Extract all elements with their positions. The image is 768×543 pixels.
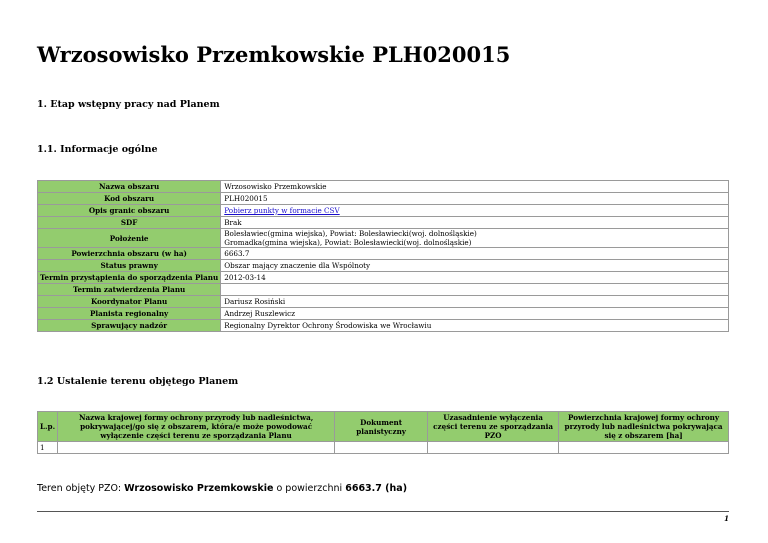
terrain-summary [37, 483, 407, 494]
info-row [38, 248, 729, 260]
location-line: Bolesławiec(gmina wiejska), Powiat: Bolesławiecki(woj. dolnośląskie) [224, 229, 477, 238]
footer-divider [37, 511, 729, 512]
section-heading-1-1: 1.1. Informacje ogólne [37, 144, 158, 155]
header-reason: Uzasadnienie wyłączenia części terenu ze sporządzania PZO [428, 412, 559, 442]
header-lp: L.p. [38, 412, 58, 442]
info-label: Powierzchnia obszaru (w ha) [38, 248, 221, 260]
info-value: 2012-03-14 [221, 272, 729, 284]
info-row [38, 229, 729, 248]
header-name: Nazwa krajowej formy ochrony przyrody lub nadleśnictwa, pokrywającej/go się z obszarem, która/e może powodować wyłączenie części terenu ze sporządzania Planu [58, 412, 335, 442]
summary-name: Wrzosowisko Przemkowskie [124, 483, 274, 494]
info-label: Położenie [38, 229, 221, 248]
info-row [38, 320, 729, 332]
info-row [38, 181, 729, 193]
info-label: Planista regionalny [38, 308, 221, 320]
info-value [221, 284, 729, 296]
info-label: Nazwa obszaru [38, 181, 221, 193]
info-label: Koordynator Planu [38, 296, 221, 308]
info-value: Andrzej Ruszlewicz [221, 308, 729, 320]
download-csv-link[interactable]: Pobierz punkty w formacie CSV [224, 206, 340, 215]
summary-middle: o powierzchni [273, 483, 346, 494]
general-info-table [37, 180, 729, 332]
terrain-table [37, 411, 729, 454]
info-value: Obszar mający znaczenie dla Wspólnoty [221, 260, 729, 272]
table-row [38, 442, 729, 454]
info-row [38, 217, 729, 229]
info-label: SDF [38, 217, 221, 229]
info-value: Dariusz Rosiński [221, 296, 729, 308]
info-row [38, 296, 729, 308]
page-number: 1 [724, 514, 729, 523]
location-line: Gromadka(gmina wiejska), Powiat: Bolesławiecki(woj. dolnośląskie) [224, 238, 472, 247]
info-row [38, 284, 729, 296]
info-label: Kod obszaru [38, 193, 221, 205]
info-value [221, 229, 729, 248]
info-label: Opis granic obszaru [38, 205, 221, 217]
terrain-cell-reason [428, 442, 559, 454]
info-row [38, 205, 729, 217]
header-document: Dokument planistyczny [335, 412, 428, 442]
summary-area: 6663.7 (ha) [345, 483, 408, 494]
info-row [38, 308, 729, 320]
info-value: Regionalny Dyrektor Ochrony Środowiska we Wrocławiu [221, 320, 729, 332]
terrain-cell-doc [335, 442, 428, 454]
info-value: 6663.7 [221, 248, 729, 260]
section-heading-1-2: 1.2 Ustalenie terenu objętego Planem [37, 376, 239, 387]
summary-prefix: Teren objęty PZO: [37, 483, 125, 494]
info-value: Brak [221, 217, 729, 229]
terrain-cell-name [58, 442, 335, 454]
info-row [38, 193, 729, 205]
info-value: PLH020015 [221, 193, 729, 205]
page-title: Wrzosowisko Przemkowskie PLH020015 [37, 42, 511, 67]
info-label: Status prawny [38, 260, 221, 272]
info-label: Sprawujący nadzór [38, 320, 221, 332]
terrain-cell-lp: 1 [38, 442, 58, 454]
info-value: Wrzosowisko Przemkowskie [221, 181, 729, 193]
terrain-cell-area [559, 442, 729, 454]
header-area: Powierzchnia krajowej formy ochrony przyrody lub nadleśnictwa pokrywająca się z obszarem [ha] [559, 412, 729, 442]
info-label: Termin zatwierdzenia Planu [38, 284, 221, 296]
info-label: Termin przystąpienia do sporządzenia Planu [38, 272, 221, 284]
section-heading-1: 1. Etap wstępny pracy nad Planem [37, 99, 220, 110]
info-value [221, 205, 729, 217]
info-row [38, 272, 729, 284]
info-row [38, 260, 729, 272]
